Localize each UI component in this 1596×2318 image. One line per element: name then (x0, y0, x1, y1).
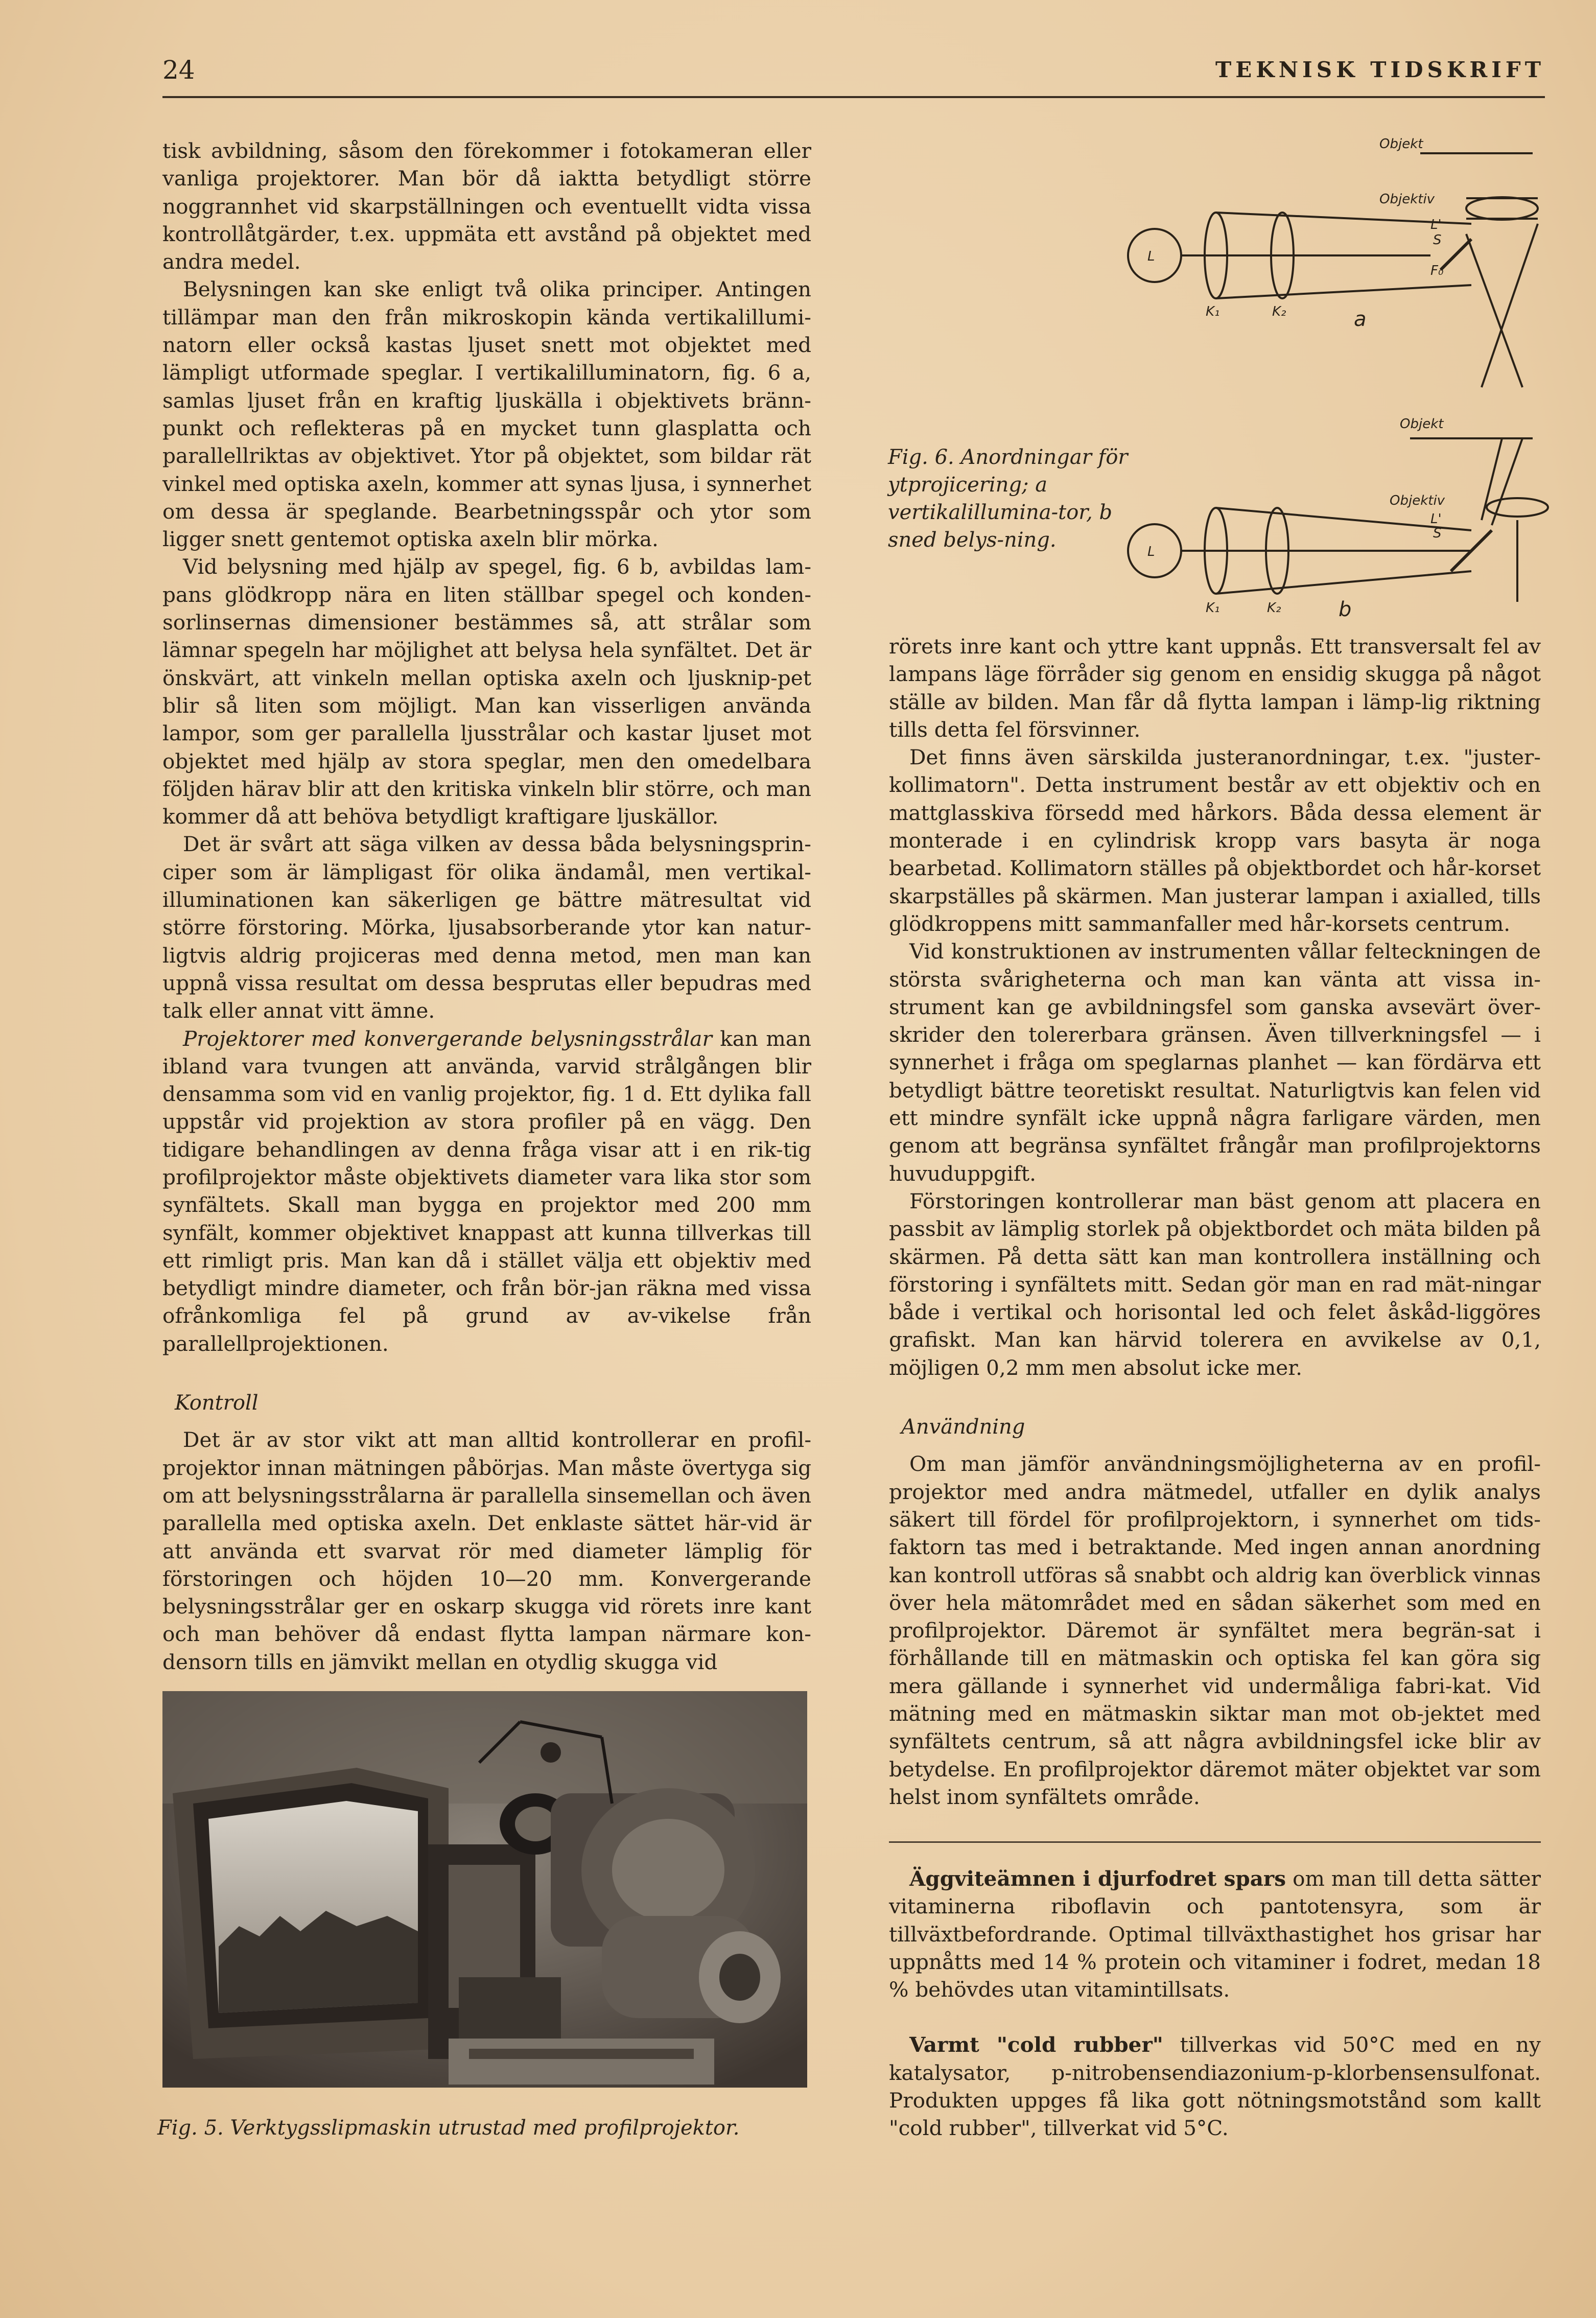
paragraph: Förstoringen kontrollerar man bäst genom att placera en passbit av lämplig storlek på objektbordet och mäta bilden på skärmen. På detta sätt kan man kontrollera inställning och förstoring i synfältets mitt. Sedan gör man en rad mät-ningar både i vertikal och horisontal led och felet åskåd-liggöres grafiskt. Man kan härvid tolerera en avvikelse av 0,1, möjligen 0,2 mm men absolut icke mer. (889, 1188, 1541, 1380)
note-text: om man till detta sätter vitaminerna riboflavin och pantotensyra, som är tillväxtbefordrande. Optimal tillväxthastighet hos grisar har uppnåtts med 14 % protein och vitaminer i fodret, medan 18 % behövdes utan vitamintillsats. (889, 1866, 1541, 2002)
left-column (162, 137, 811, 1676)
objektiv-lens-a (1466, 197, 1538, 220)
notes-rule (889, 1841, 1541, 1843)
note-text: tillverkas vid 50°C med en ny katalysator, p-nitrobensendiazonium-p-klorbensensulfonat. Produkten uppges få lika gott nötningsmotstånd som kallt "cold rubber", tillverkat vid 5°C. (889, 2032, 1541, 2141)
label-b: b (1339, 598, 1352, 621)
section-heading-kontroll: Kontroll (175, 1391, 259, 1415)
label-l-prime-b: L' (1430, 511, 1442, 527)
label-k2-a: K₂ (1272, 304, 1286, 319)
label-objekt-b: Objekt (1400, 416, 1444, 432)
paragraph: rörets inre kant och yttre kant uppnås. Ett transversalt fel av lampans läge förråder sig genom en ensidig skugga på något ställe av bilden. Man får då flytta lampan i lämp-lig riktning tills detta fel försvinner. (889, 634, 1541, 742)
paragraph: Det finns även särskilda justeranordningar, t.ex. "juster-kollimatorn". Detta instrument består av ett objektiv och en mattglasskiva försedd med hårkors. Båda dessa element är monterade i en cylindrisk kropp vars basyta är noga bearbetad. Kollimatorn ställes på objektbordet och hår-korset skarpställes på skärmen. Man justerar lampan i axialled, tills glödkroppens mitt sammanfaller med hår-korsets centrum. (889, 745, 1541, 936)
journal-name: TEKNISK TIDSKRIFT (1215, 57, 1545, 82)
note (889, 1865, 1541, 2003)
label-l-a: L (1147, 249, 1155, 264)
objektiv-lens-b (1487, 498, 1548, 517)
paragraph: Belysningen kan ske enligt två olika principer. Antingen tillämpar man den från mikroskopin kända vertikalillumi-natorn eller också kastas ljuset snett mot objektet med lämpligt utformade speglar. I vertikalilluminatorn, fig. 6 a, samlas ljuset från en kraftig ljuskälla i objektivets bränn-punkt och reflekteras på en mycket tunn glasplatta och parallellriktas av objektivet. Ytor på objektet, som bildar rät vinkel med optiska axeln, kommer att synas ljusa, i synnerhet om dessa är speglande. Bearbetningsspår och ytor som ligger snett gentemot optiska axeln blir mörka. (162, 277, 811, 552)
label-objektiv-b: Objektiv (1390, 493, 1445, 508)
note (889, 2031, 1541, 2142)
fig5-caption: Fig. 5. Verktygsslipmaskin utrustad med profilprojektor. (157, 2116, 740, 2140)
paragraph: Vid belysning med hjälp av spegel, fig. 6 b, avbildas lam-pans glödkropp nära en liten ställbar spegel och konden-sorlinsernas dimensioner bestämmes så, att strålar som lämnar spegeln har möjlighet att belysa hela synfältet. Det är önskvärt, att vinkeln mellan optiska axeln och ljusknip-pet blir så liten som möjligt. Man kan visserligen använda lampor, som ger parallella ljusstrålar och kastar ljuset mot objektet med hjälp av stora speglar, men den omedelbara följden härav blir att den kritiska vinkeln blir större, och man kommer då att behöva betydligt kraftigare ljuskällor. (162, 554, 811, 829)
page-number: 24 (162, 55, 195, 85)
section-heading-anvandning: Användning (901, 1415, 1025, 1439)
label-l-b: L (1147, 544, 1155, 559)
label-s-a: S (1433, 232, 1442, 248)
label-k1-b: K₁ (1206, 600, 1220, 616)
paragraph: Om man jämför användningsmöjligheterna av en profil-projektor med andra mätmedel, utfaller en dylik analys säkert till fördel för profilprojektorn, i synnerhet om tids-faktorn tas med i betraktande. Med ingen annan anordning kan kontroll utföras så snabbt och aldrig kan överblick vinnas över hela mätområdet med en sådan säkerhet som med en profilprojektor. Däremot är synfältet mera begrän-sat i förhållande till en mätmaskin och optiska fel kan göra sig mera gällande i synnerhet vid undermåliga fabri-kat. Vid mätning med en mätmaskin siktar man mot ob-jektet med synfältets centrum, så att några avbildningsfel icke blir av betydelse. En profilprojektor däremot mäter objektet var som helst inom synfältets område. (889, 1451, 1541, 1809)
label-k1-a: K₁ (1206, 304, 1220, 319)
note-title: Varmt "cold rubber" (909, 2032, 1163, 2057)
paragraph (162, 1025, 811, 1358)
note-title: Äggviteämnen i djurfodret spars (909, 1866, 1286, 1891)
paragraph: tisk avbildning, såsom den förekommer i fotokameran eller vanliga projektorer. Man bör då iaktta betydligt större noggrannhet vid skarpställningen och eventuellt vidta vissa kontrollåtgärder, t.ex. uppmäta ett avstånd på objektet med andra medel. (162, 138, 811, 274)
label-k2-b: K₂ (1267, 600, 1281, 616)
label-l-prime-a: L' (1430, 217, 1442, 232)
paragraph: Det är av stor vikt att man alltid kontrollerar en profil-projektor innan mätningen påbörjas. Man måste övertyga sig om att belysningsstrålarna är parallella sinsemellan och även parallella med optiska axeln. Det enklaste sättet här-vid är att använda ett svarvat rör med diameter lämplig för förstoringen och höjden 10—20 mm. Konvergerande belysningsstrålar ger en oskarp skugga vid rörets inre kant och man behöver då endast flytta lampan närmare kon-densorn tills en jämvikt mellan en otydlig skugga vid (162, 1427, 811, 1674)
header-rule (162, 96, 1545, 98)
label-s-b: S (1433, 526, 1442, 541)
fig5-photo (162, 1691, 807, 2088)
label-objektiv-a: Objektiv (1379, 192, 1435, 207)
label-f0: F₀ (1430, 263, 1444, 278)
short-notes (889, 1865, 1541, 2142)
right-column (889, 633, 1541, 1811)
italic-phrase: Projektorer med konvergerande belysningsstrålar (183, 1026, 712, 1051)
label-a: a (1354, 308, 1367, 331)
fig6-caption: Fig. 6. Anordningar för ytprojicering; a vertikalillumina-tor, b sned belys-ning. (888, 446, 1128, 552)
label-objekt-a: Objekt (1379, 136, 1423, 152)
fig6-optics-diagram (1114, 122, 1553, 622)
paragraph: Vid konstruktionen av instrumenten vållar felteckningen de största svårigheterna och man kan vänta att vissa in-strument kan ge avbildningsfel som ganska avsevärt över-skrider den tolererbara gränsen. Även tillverkningsfel — i synnerhet i fråga om speglarnas planhet — kan fördärva ett betydligt bättre teoretiskt resultat. Naturligtvis kan felen vid ett mindre synfält icke uppnå några farligare värden, men genom att begränsa synfältet frångår man profilprojektorns huvuduppgift. (889, 939, 1541, 1186)
projector-machine-photo (162, 1691, 807, 2088)
paragraph-text: kan man ibland vara tvungen att använda, varvid strålgången blir densamma som vid en vanlig projektor, fig. 1 d. Ett dylika fall uppstår vid projektion av stora profiler på en vägg. Den tidigare behandlingen av denna fråga visar att i en rik-tig profilprojektor måste objektivets diameter vara lika stor som synfältets. Skall man bygga en projektor med 200 mm synfält, kommer objektivet knappast att kunna tillverkas till ett rimligt pris. Man kan då i stället välja ett objektiv med betydligt mindre diameter, och från bör-jan räkna med vissa ofrånkomliga fel på grund av av-vikelse från parallellprojektionen. (162, 1026, 812, 1356)
paragraph: Det är svårt att säga vilken av dessa båda belysningsprin-ciper som är lämpligast för olika ändamål, men vertikal-illuminationen kan säkerligen ge bättre mätresultat vid större förstoring. Mörka, ljusabsorberande ytor kan natur-ligtvis aldrig projiceras med denna metod, men man kan uppnå vissa resultat om dessa besprutas eller bepudras med talk eller annat vitt ämne. (162, 832, 811, 1023)
glass-plate-a (1441, 239, 1471, 270)
